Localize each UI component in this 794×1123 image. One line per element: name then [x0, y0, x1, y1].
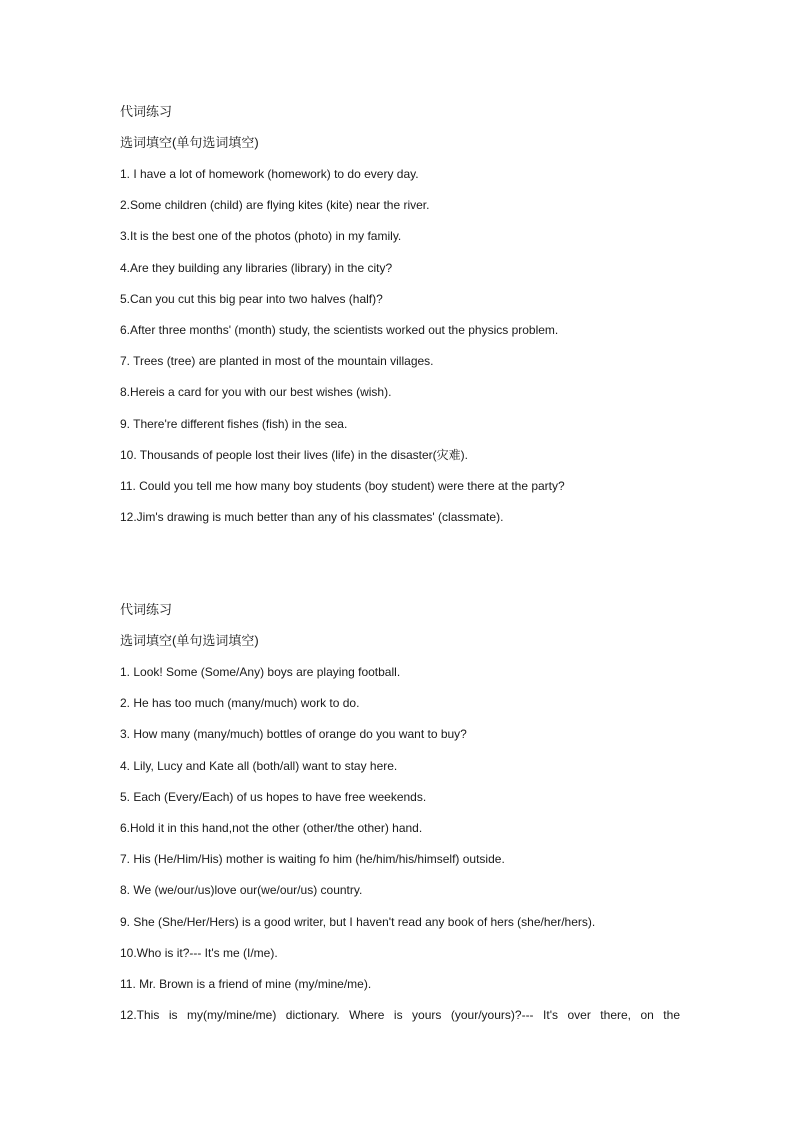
exercise-item: 3.It is the best one of the photos (photo) in my family. [120, 229, 402, 244]
exercise-item: 10. Thousands of people lost their lives (life) in the disaster(灾难). [120, 447, 468, 462]
exercise-item: 5. Each (Every/Each) of us hopes to have free weekends. [120, 789, 427, 804]
exercise-item: 9. There're different fishes (fish) in the sea. [120, 416, 348, 431]
exercise-item: 11. Mr. Brown is a friend of mine (my/mine/me). [120, 976, 372, 991]
section-subtitle: 选词填空(单句选词填空) [120, 633, 259, 648]
exercise-item: 5.Can you cut this big pear into two halves (half)? [120, 291, 383, 306]
section-title: 代词练习 [120, 602, 173, 617]
exercise-item: 4.Are they building any libraries (library) in the city? [120, 260, 393, 275]
exercise-item: 9. She (She/Her/Hers) is a good writer, but I haven't read any book of hers (she/her/hers). [120, 914, 596, 929]
exercise-item: 6.Hold it in this hand,not the other (other/the other) hand. [120, 820, 423, 835]
exercise-item: 4. Lily, Lucy and Kate all (both/all) want to stay here. [120, 758, 398, 773]
exercise-item: 8.Hereis a card for you with our best wishes (wish). [120, 385, 392, 400]
exercise-item: 11. Could you tell me how many boy students (boy student) were there at the party? [120, 478, 565, 493]
exercise-item: 2. He has too much (many/much) work to do. [120, 696, 360, 711]
exercise-item: 7. His (He/Him/His) mother is waiting fo him (he/him/his/himself) outside. [120, 852, 505, 867]
exercise-item: 12.Jim's drawing is much better than any of his classmates' (classmate). [120, 510, 504, 525]
exercise-item: 6.After three months' (month) study, the scientists worked out the physics problem. [120, 322, 559, 337]
exercise-item: 1. Look! Some (Some/Any) boys are playing football. [120, 665, 401, 679]
section-title: 代词练习 [120, 104, 173, 119]
exercise-item: 7. Trees (tree) are planted in most of the mountain villages. [120, 354, 434, 369]
exercise-section-2 [120, 600, 680, 1036]
exercise-item: 3. How many (many/much) bottles of orange do you want to buy? [120, 727, 467, 742]
exercise-item: 8. We (we/our/us)love our(we/our/us) country. [120, 883, 363, 898]
exercise-item: 12.This is my(my/mine/me) dictionary. Where is yours (your/yours)?--- It's over there, on the [120, 1008, 680, 1023]
exercise-item: 10.Who is it?--- It's me (I/me). [120, 945, 278, 960]
exercise-item: 1. I have a lot of homework (homework) to do every day. [120, 167, 419, 181]
exercise-item: 2.Some children (child) are flying kites (kite) near the river. [120, 198, 430, 213]
section-subtitle: 选词填空(单句选词填空) [120, 135, 259, 150]
exercise-section-1 [120, 102, 680, 538]
